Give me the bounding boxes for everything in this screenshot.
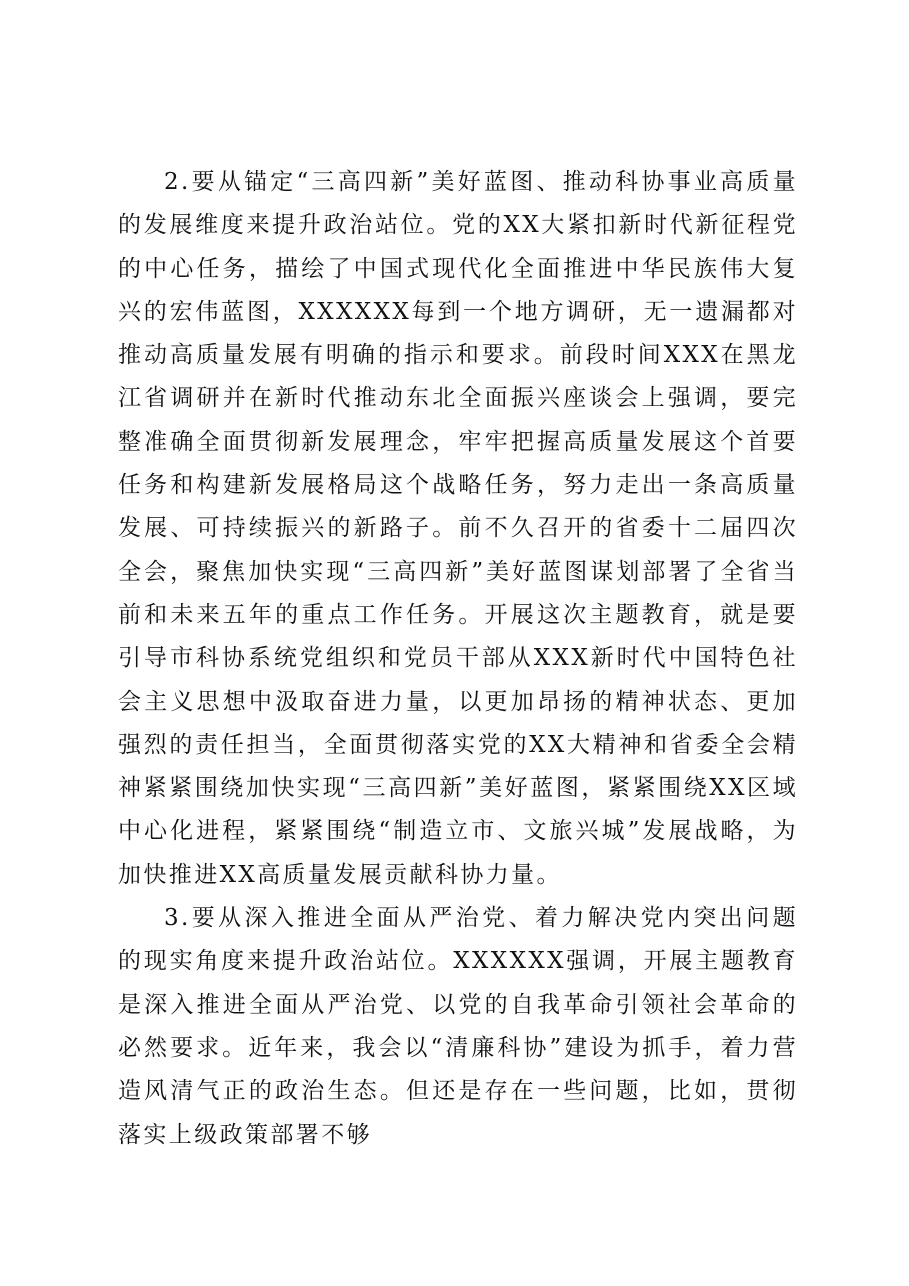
document-body xyxy=(118,161,798,1157)
paragraph-3: 3.要从深入推进全面从严治党、着力解决党内突出问题的现实角度来提升政治站位。XXXXXX强调，开展主题教育是深入推进全面从严治党、以党的自我革命引领社会革命的必然要求。近年来，我会以“清廉科协”建设为抓手，着力营造风清气正的政治生态。但还是存在一些问题，比如，贯彻落实上级政策部署不够 xyxy=(118,905,798,1148)
paragraph-2: 2.要从锚定“三高四新”美好蓝图、推动科协事业高质量的发展维度来提升政治站位。党的XX大紧扣新时代新征程党的中心任务，描绘了中国式现代化全面推进中华民族伟大复兴的宏伟蓝图，XXXXXX每到一个地方调研，无一遗漏都对推动高质量发展有明确的指示和要求。前段时间XXX在黑龙江省调研并在新时代推动东北全面振兴座谈会上强调，要完整准确全面贯彻新发展理念，牢牢把握高质量发展这个首要任务和构建新发展格局这个战略任务，努力走出一条高质量发展、可持续振兴的新路子。前不久召开的省委十二届四次全会，聚焦加快实现“三高四新”美好蓝图谋划部署了全省当前和未来五年的重点工作任务。开展这次主题教育，就是要引导市科协系统党组织和党员干部从XXX新时代中国特色社会主义思想中汲取奋进力量，以更加昂扬的精神状态、更加强烈的责任担当，全面贯彻落实党的XX大精神和省委全会精神紧紧围绕加快实现“三高四新”美好蓝图，紧紧围绕XX区域中心化进程，紧紧围绕“制造立市、文旅兴城”发展战略，为加快推进XX高质量发展贡献科协力量。 xyxy=(118,169,798,888)
